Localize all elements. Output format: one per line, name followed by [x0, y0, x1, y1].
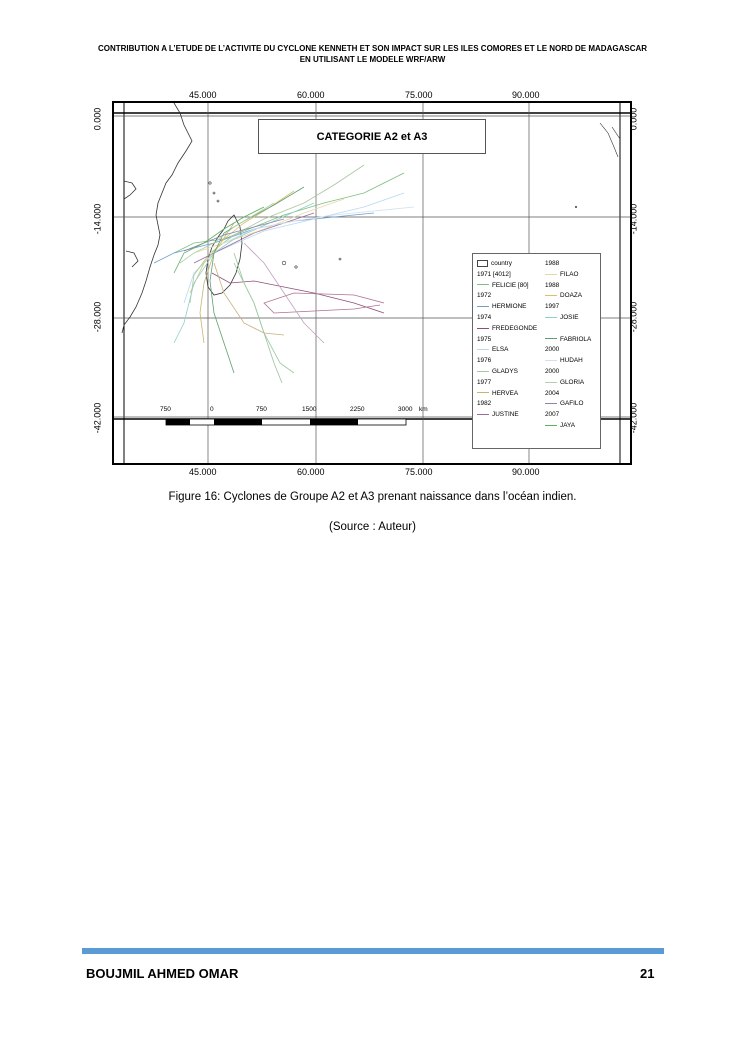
page-number: 21 — [640, 966, 655, 981]
legend-entry-right-5 — [545, 378, 605, 389]
legend-column-left — [477, 259, 537, 421]
lat-tick-left-14: -14.000 — [92, 203, 103, 235]
legend-label-left-1: HERMIONE — [492, 303, 527, 311]
legend-swatch-left-4 — [477, 371, 489, 372]
africa-coastline — [122, 103, 192, 333]
legend-year-right-1: 1988 — [545, 281, 560, 289]
legend-label-left-5: HERVEA — [492, 389, 519, 397]
legend-year-left-1: 1972 — [477, 292, 492, 300]
legend-label-left-3: ELSA — [492, 346, 509, 354]
legend-year-right-0: 1988 — [545, 260, 560, 267]
legend-year-left-2: 1974 — [477, 313, 492, 321]
legend-label-right-1: DOAZA — [560, 292, 583, 300]
legend-year-right-3 — [545, 324, 605, 335]
legend-country-label: country — [491, 260, 512, 267]
lat-tick-right-0: 0.000 — [628, 107, 639, 131]
scale-label-2250: 2250 — [350, 406, 365, 413]
legend-label-right-6: GAFILO — [560, 400, 584, 408]
scale-label-1500: 1500 — [302, 406, 317, 413]
track-extra-4 — [214, 263, 284, 335]
legend-entry-left-0 — [477, 281, 537, 292]
legend-entry-right-7 — [545, 421, 605, 432]
legend-label-right-7: JAYA — [560, 421, 576, 429]
legend-year-right-2: 1997 — [545, 303, 560, 311]
legend-swatch-right-3 — [545, 338, 557, 339]
lat-tick-left-28: -28.000 — [92, 301, 103, 333]
lat-tick-right-28: -28.000 — [628, 301, 639, 333]
scale-label-750: 750 — [256, 406, 267, 413]
legend-label-right-0: FILAO — [560, 270, 579, 278]
figure-caption: Figure 16: Cyclones de Groupe A2 et A3 prenant naissance dans l’océan indien. — [168, 491, 577, 503]
track-hermione — [154, 213, 374, 263]
country-swatch — [477, 260, 488, 267]
legend-swatch-right-0 — [545, 274, 557, 275]
legend-column-right — [545, 259, 605, 432]
legend-entry-left-4 — [477, 367, 537, 378]
lat-tick-right-14: -14.000 — [628, 203, 639, 235]
legend-label-right-3: FABRIOLA — [560, 335, 592, 343]
footer-author: BOUJMIL AHMED OMAR — [86, 966, 239, 981]
legend-year-left-4: 1976 — [477, 357, 492, 365]
legend-entry-left-5 — [477, 389, 537, 400]
track-extra-3 — [234, 253, 294, 373]
lat-tick-left-42: -42.000 — [92, 402, 103, 434]
legend-swatch-left-2 — [477, 328, 489, 329]
legend-swatch-left-0 — [477, 284, 489, 285]
legend-entry-left-6 — [477, 410, 537, 421]
map-top-band — [114, 103, 630, 113]
lat-tick-left-0: 0.000 — [92, 107, 103, 131]
legend-entry-right-3 — [545, 335, 605, 346]
footer-rule — [82, 948, 664, 954]
lon-tick-bottom-60: 60.000 — [297, 467, 325, 477]
legend-entry-left-3 — [477, 345, 537, 356]
legend-swatch-left-3 — [477, 349, 489, 350]
legend-entry-right-0 — [545, 270, 605, 281]
legend-entry-left-2 — [477, 324, 537, 335]
legend-swatch-right-2 — [545, 317, 557, 318]
map-category-title-text: CATEGORIE A2 et A3 — [316, 131, 428, 143]
scale-label-3000: 3000 — [398, 406, 413, 413]
lon-tick-bottom-75: 75.000 — [405, 467, 433, 477]
legend-label-left-0: FELICIE [80] — [492, 281, 529, 289]
lat-tick-right-42: -42.000 — [628, 402, 639, 434]
lon-tick-top-60: 60.000 — [297, 90, 325, 100]
page-header — [70, 43, 675, 65]
lon-tick-bottom-45: 45.000 — [189, 467, 217, 477]
legend-year-left-0: 1971 [4012] — [477, 270, 511, 278]
legend-swatch-left-5 — [477, 392, 489, 393]
legend-entry-right-4 — [545, 356, 605, 367]
legend-label-left-6: JUSTINE — [492, 411, 519, 419]
lon-tick-top-90: 90.000 — [512, 90, 540, 100]
legend-year-right-6: 2004 — [545, 389, 560, 397]
lon-tick-bottom-90: 90.000 — [512, 467, 540, 477]
madagascar-coastline — [206, 215, 242, 295]
legend-swatch-left-6 — [477, 414, 489, 415]
legend-year-right-4: 2000 — [545, 346, 560, 354]
legend-entry-right-2 — [545, 313, 605, 324]
header-line-1: CONTRIBUTION A L’ETUDE DE L’ACTIVITE DU CYCLONE KENNETH ET SON IMPACT SUR LES ILES COMORES ET LE NORD DE MADAGASCAR — [97, 44, 648, 53]
legend-label-right-5: GLORIA — [560, 378, 585, 386]
legend-label-left-4: GLADYS — [492, 367, 518, 375]
legend-label-right-2: JOSIE — [560, 313, 579, 321]
legend-year-left-3: 1975 — [477, 335, 492, 343]
track-extra-1 — [234, 263, 282, 383]
lon-tick-top-45: 45.000 — [189, 90, 217, 100]
legend-swatch-right-6 — [545, 403, 557, 404]
legend-swatch-right-1 — [545, 295, 557, 296]
scale-label-0: 0 — [210, 406, 214, 413]
legend-swatch-right-7 — [545, 425, 557, 426]
scale-label-unit: km — [419, 406, 428, 413]
legend-entry-right-6 — [545, 399, 605, 410]
lon-tick-top-75: 75.000 — [405, 90, 433, 100]
scale-bar — [166, 419, 406, 425]
legend-swatch-right-4 — [545, 360, 557, 361]
cyclone-tracks — [154, 165, 414, 383]
track-fredegonde-loop — [264, 293, 384, 313]
legend-entry-right-1 — [545, 291, 605, 302]
legend-swatch-left-1 — [477, 306, 489, 307]
legend-year-left-6: 1982 — [477, 400, 492, 408]
legend-year-right-5: 2000 — [545, 367, 560, 375]
map-legend — [472, 253, 601, 449]
legend-swatch-right-5 — [545, 382, 557, 383]
legend-country — [477, 259, 537, 270]
legend-label-right-4: HUDAH — [560, 357, 583, 365]
header-line-2: EN UTILISANT LE MODELE WRF/ARW — [299, 55, 446, 64]
figure-source: (Source : Auteur) — [329, 521, 416, 533]
legend-year-left-5: 1977 — [477, 378, 492, 386]
map-category-title — [258, 119, 486, 154]
legend-year-right-7: 2007 — [545, 411, 560, 419]
legend-label-left-2: FREDEGONDE — [492, 324, 538, 332]
legend-entry-left-1 — [477, 302, 537, 313]
scale-label-750-left: 750 — [160, 406, 171, 413]
